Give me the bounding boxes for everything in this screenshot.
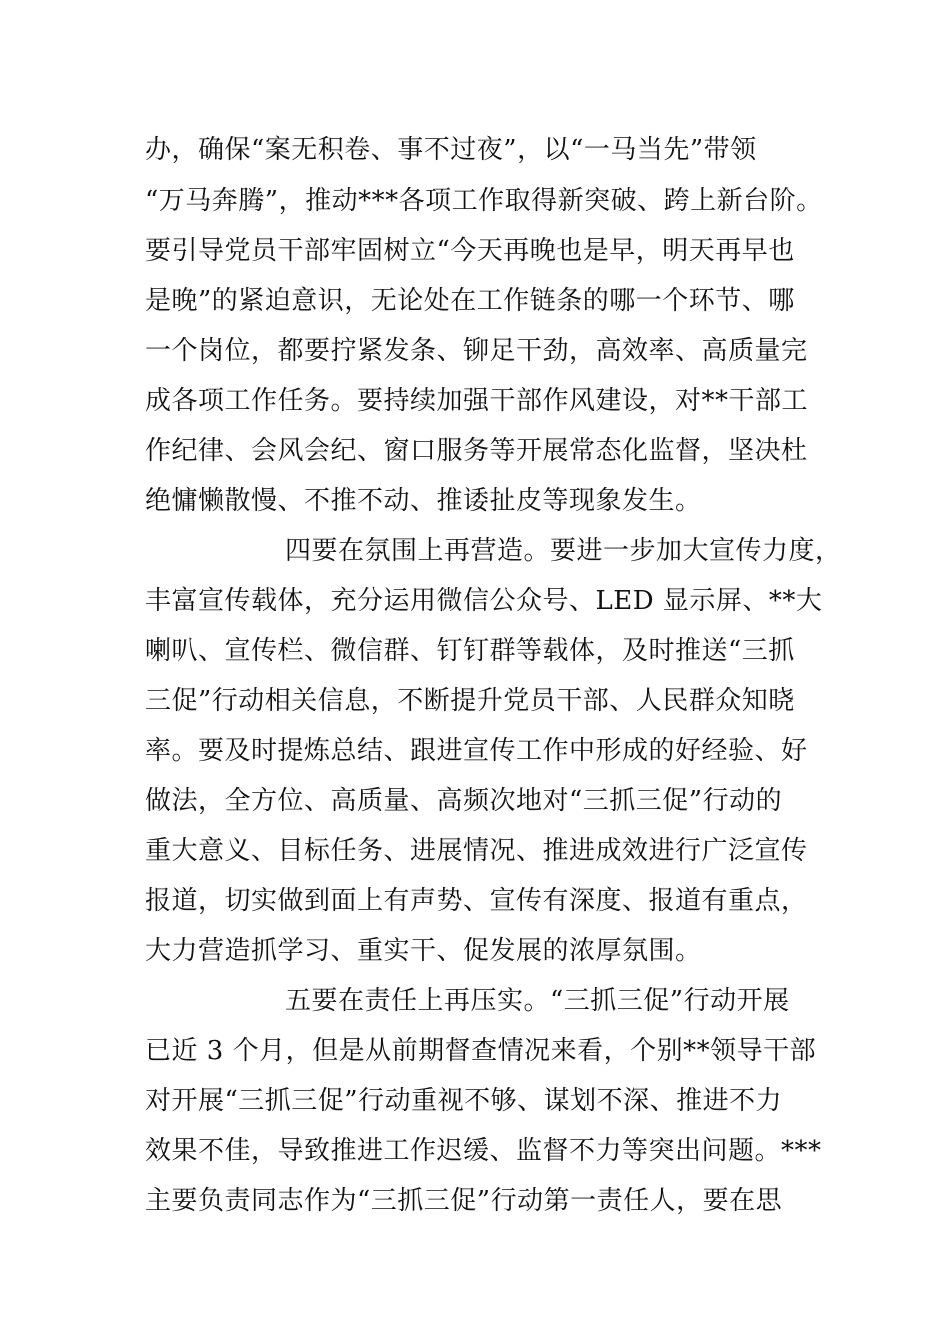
text-line: 做法，全方位、高质量、高频次地对“三抓三促”行动的	[145, 786, 783, 816]
text-line: 绝慵懒散慢、不推不动、推诿扯皮等现象发生。	[145, 486, 702, 516]
text-line: 要引导党员干部牢固树立“今天再晚也是早，明天再早也	[145, 236, 795, 266]
text-line: 成各项工作任务。要持续加强干部作风建设，对**干部工	[145, 386, 809, 416]
text-line: 率。要及时提炼总结、跟进宣传工作中形成的好经验、好	[145, 736, 808, 766]
text-line: 重大意义、目标任务、进展情况、推进成效进行广泛宣传	[145, 836, 808, 866]
text-line: 一个岗位，都要拧紧发条、铆足干劲，高效率、高质量完	[145, 336, 808, 366]
text-line: 效果不佳，导致推进工作迟缓、监督不力等突出问题。***	[145, 1136, 822, 1166]
paragraph-heading-five: 五要在责任上再压实。“三抓三促”行动开展	[285, 986, 790, 1016]
text-line: 作纪律、会风会纪、窗口服务等开展常态化监督，坚决杜	[145, 436, 808, 466]
text-line: 大力营造抓学习、重实干、促发展的浓厚氛围。	[145, 936, 702, 966]
text-line: 办，确保“案无积卷、事不过夜”，以“一马当先”带领	[145, 135, 757, 165]
text-line: 对开展“三抓三促”行动重视不够、谋划不深、推进不力	[145, 1086, 783, 1116]
text-line: 主要负责同志作为“三抓三促”行动第一责任人，要在思	[145, 1186, 783, 1216]
text-line: “万马奔腾”，推动***各项工作取得新突破、跨上新台阶。	[145, 186, 823, 216]
text-line: 报道，切实做到面上有声势、宣传有深度、报道有重点，	[145, 886, 808, 916]
text-line: 三促”行动相关信息，不断提升党员干部、人民群众知晓	[145, 686, 795, 716]
text-line: 已近 3 个月，但是从前期督查情况来看，个别**领导干部	[145, 1036, 817, 1066]
text-line: 喇叭、宣传栏、微信群、钉钉群等载体，及时推送“三抓	[145, 636, 795, 666]
text-line: 是晚”的紧迫意识，无论处在工作链条的哪一个环节、哪	[145, 286, 795, 316]
text-line: 丰富宣传载体，充分运用微信公众号、LED 显示屏、**大	[145, 586, 823, 616]
paragraph-heading-four: 四要在氛围上再营造。要进一步加大宣传力度，	[285, 536, 842, 566]
